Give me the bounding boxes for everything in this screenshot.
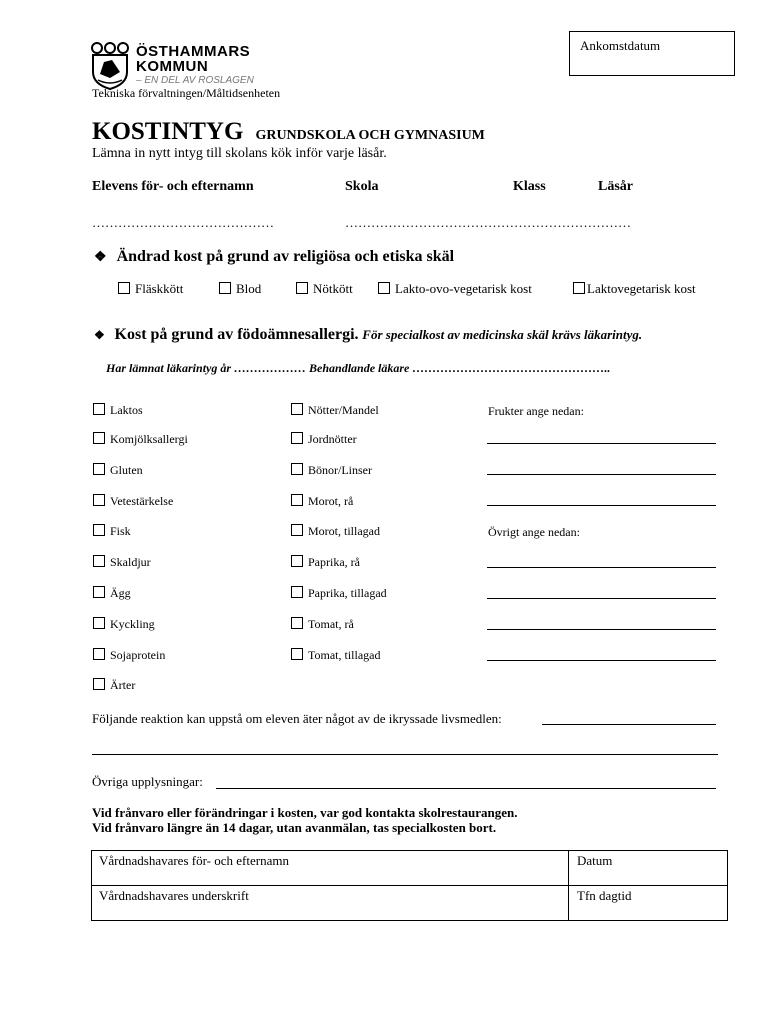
checkbox[interactable] <box>219 282 231 294</box>
guardian-signature-cell[interactable] <box>92 886 568 920</box>
allergy-fisk[interactable] <box>93 524 131 539</box>
phone-cell[interactable] <box>569 886 727 920</box>
school-label: Skola <box>345 179 379 194</box>
allergy-label: Skaldjur <box>110 555 151 569</box>
fruit-line-1[interactable] <box>487 443 716 444</box>
checkbox[interactable] <box>118 282 130 294</box>
checkbox[interactable] <box>573 282 585 294</box>
checkbox[interactable] <box>93 617 105 629</box>
allergy-label: Tomat, rå <box>308 617 354 631</box>
other-line-4[interactable] <box>487 660 716 661</box>
other-line-1[interactable] <box>487 567 716 568</box>
year-label: Läsår <box>598 179 633 194</box>
allergy-label: Jordnötter <box>308 432 357 446</box>
logo-text-line1: ÖSTHAMMARS <box>136 43 251 60</box>
fruit-line-3[interactable] <box>487 505 716 506</box>
logo-text-line2: KOMMUN <box>136 58 209 75</box>
checkbox[interactable] <box>93 463 105 475</box>
title-sub: GRUNDSKOLA OCH GYMNASIUM <box>255 128 485 143</box>
allergy-section-heading <box>94 326 642 344</box>
checkbox[interactable] <box>93 648 105 660</box>
diamond-bullet-icon: ❖ <box>94 250 107 265</box>
checkbox[interactable] <box>291 555 303 567</box>
allergy-label: Gluten <box>110 463 143 477</box>
checkbox[interactable] <box>291 617 303 629</box>
allergy-label: Bönor/Linser <box>308 463 372 477</box>
allergy-heading-note: För specialkost av medicinska skäl krävs läkarintyg. <box>362 327 643 342</box>
religious-heading-text: Ändrad kost på grund av religiösa och etiska skäl <box>116 248 455 265</box>
date-label: Datum <box>577 853 613 868</box>
checkbox[interactable] <box>291 403 303 415</box>
checkbox[interactable] <box>93 678 105 690</box>
other-label: Övrigt ange nedan: <box>488 525 580 539</box>
checkbox[interactable] <box>93 586 105 598</box>
checkbox[interactable] <box>296 282 308 294</box>
option-label: Laktovegetarisk kost <box>587 281 696 296</box>
guardian-name-label: Vårdnadshavares för- och efternamn <box>99 853 289 868</box>
allergy-label: Laktos <box>110 403 143 417</box>
reaction-label: Följande reaktion kan uppstå om eleven äter något av de ikryssade livsmedlen: <box>92 711 502 726</box>
allergy-komjolk[interactable] <box>93 432 188 447</box>
guardian-name-cell[interactable] <box>92 851 568 885</box>
page-title <box>92 118 485 146</box>
allergy-paprika-ra[interactable] <box>291 555 360 570</box>
option-label: Nötkött <box>313 281 353 296</box>
notice-line-2: Vid frånvaro längre än 14 dagar, utan avanmälan, tas specialkosten bort. <box>92 820 497 835</box>
coat-of-arms-icon <box>90 42 130 90</box>
option-blod[interactable] <box>219 281 261 297</box>
allergy-arter[interactable] <box>93 678 135 693</box>
option-label: Blod <box>236 281 262 296</box>
allergy-gluten[interactable] <box>93 463 143 478</box>
allergy-bonor-linser[interactable] <box>291 463 372 478</box>
allergy-sojaprotein[interactable] <box>93 648 165 663</box>
phone-label: Tfn dagtid <box>577 888 632 903</box>
allergy-label: Paprika, rå <box>308 555 360 569</box>
allergy-label: Fisk <box>110 524 131 538</box>
checkbox[interactable] <box>291 586 303 598</box>
guardian-table <box>91 850 728 921</box>
checkbox[interactable] <box>291 494 303 506</box>
allergy-label: Ärter <box>110 678 136 692</box>
allergy-vetestarkelse[interactable] <box>93 494 173 509</box>
allergy-label: Nötter/Mandel <box>308 403 379 417</box>
logo-tagline: – EN DEL AV ROSLAGEN <box>136 75 254 86</box>
school-field[interactable]: ………………………………………………………… <box>345 215 631 230</box>
allergy-label: Komjölksallergi <box>110 432 188 446</box>
checkbox[interactable] <box>93 494 105 506</box>
option-laktovegetarisk[interactable] <box>573 281 696 297</box>
title-main: KOSTINTYG <box>92 118 244 145</box>
checkbox[interactable] <box>291 432 303 444</box>
religious-section-heading <box>94 248 454 266</box>
allergy-label: Morot, tillagad <box>308 524 380 538</box>
notice-line-1: Vid frånvaro eller förändringar i kosten, var god kontakta skolrestaurangen. <box>92 805 518 820</box>
checkbox[interactable] <box>93 524 105 536</box>
allergy-label: Kyckling <box>110 617 155 631</box>
checkbox[interactable] <box>291 648 303 660</box>
fruit-line-2[interactable] <box>487 474 716 475</box>
other-info-label: Övriga upplysningar: <box>92 774 203 789</box>
checkbox[interactable] <box>93 555 105 567</box>
allergy-label: Morot, rå <box>308 494 354 508</box>
option-label: Fläskkött <box>135 281 184 296</box>
municipality-logo <box>90 42 254 90</box>
checkbox[interactable] <box>378 282 390 294</box>
arrival-date-label: Ankomstdatum <box>580 38 661 53</box>
allergy-morot-ra[interactable] <box>291 494 353 509</box>
allergy-label: Vetestärkelse <box>110 494 174 508</box>
reaction-line-2[interactable] <box>92 754 718 755</box>
other-line-2[interactable] <box>487 598 716 599</box>
instruction-text: Lämna in nytt intyg till skolans kök inför varje läsår. <box>92 146 387 161</box>
class-label: Klass <box>513 179 546 194</box>
option-label: Lakto-ovo-vegetarisk kost <box>395 281 532 296</box>
allergy-tomat-tillagad[interactable] <box>291 648 380 663</box>
allergy-heading-text: Kost på grund av födoämnesallergi. <box>114 326 359 343</box>
option-flaskkott[interactable] <box>118 281 183 297</box>
fruit-label: Frukter ange nedan: <box>488 404 584 418</box>
allergy-label: Paprika, tillagad <box>308 586 387 600</box>
medical-certificate-line[interactable]: Har lämnat läkarintyg år ……………… Behandlande läkare ………………………………………….. <box>106 361 611 375</box>
allergy-label: Ägg <box>110 586 131 600</box>
allergy-tomat-ra[interactable] <box>291 617 354 632</box>
student-name-label: Elevens för- och efternamn <box>92 179 254 194</box>
allergy-label: Tomat, tillagad <box>308 648 381 662</box>
checkbox[interactable] <box>93 403 105 415</box>
arrival-date-box[interactable] <box>569 31 735 76</box>
allergy-paprika-tillagad[interactable] <box>291 586 387 601</box>
option-lakto-ovo[interactable] <box>378 281 532 297</box>
allergy-kyckling[interactable] <box>93 617 155 632</box>
allergy-laktos[interactable] <box>93 403 143 418</box>
reaction-line-1[interactable] <box>542 724 716 725</box>
student-name-field[interactable]: …………………………………… <box>92 215 274 230</box>
date-cell[interactable] <box>569 851 727 885</box>
allergy-label: Sojaprotein <box>110 648 166 662</box>
department-name: Tekniska förvaltningen/Måltidsenheten <box>92 86 281 100</box>
other-info-line[interactable] <box>216 788 716 789</box>
guardian-signature-label: Vårdnadshavares underskrift <box>99 888 249 903</box>
diamond-bullet-icon: ❖ <box>94 328 105 342</box>
option-notkott[interactable] <box>296 281 353 297</box>
allergy-notter-mandel[interactable] <box>291 403 379 418</box>
checkbox[interactable] <box>291 463 303 475</box>
allergy-skaldjur[interactable] <box>93 555 151 570</box>
allergy-morot-tillagad[interactable] <box>291 524 380 539</box>
other-line-3[interactable] <box>487 629 716 630</box>
checkbox[interactable] <box>291 524 303 536</box>
checkbox[interactable] <box>93 432 105 444</box>
allergy-jordnotter[interactable] <box>291 432 357 447</box>
allergy-agg[interactable] <box>93 586 131 601</box>
